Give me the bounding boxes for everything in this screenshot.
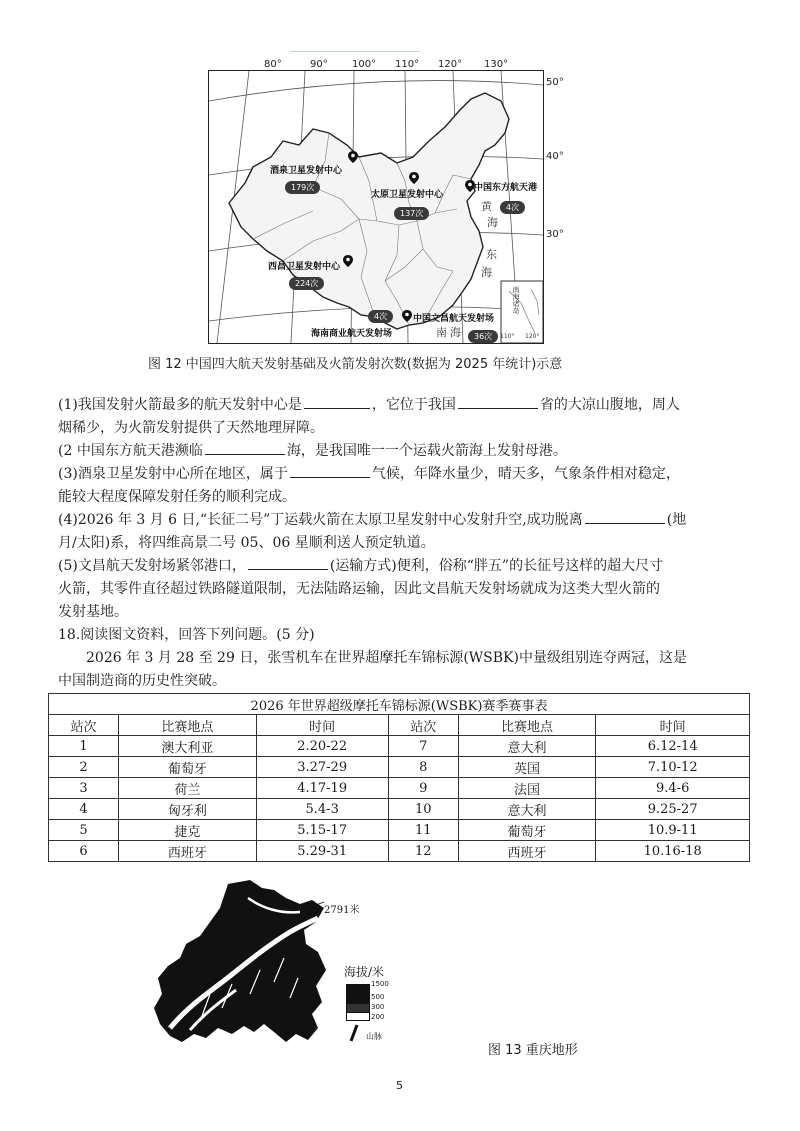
lat-label: 30° bbox=[546, 229, 564, 240]
answer-blank[interactable] bbox=[304, 393, 370, 409]
peak-elevation-label: 2791米 bbox=[324, 905, 360, 916]
mountain-label: 山脉 bbox=[366, 1032, 382, 1041]
table-cell: 捷克 bbox=[119, 820, 257, 841]
answer-blank[interactable] bbox=[458, 393, 538, 409]
table-cell: 英国 bbox=[458, 757, 596, 778]
question-2: (2 中国东方航天港濒临 海，是我国唯一一个运载火箭海上发射母港。 bbox=[58, 439, 758, 463]
table-cell: 5.4-3 bbox=[256, 799, 388, 820]
site-label-hainan-commercial: 海南商业航天发射场 bbox=[311, 329, 393, 339]
figure-12-caption: 图 12 中国四大航天发射基础及火箭发射次数(数据为 2025 年统计)示意 bbox=[148, 357, 563, 372]
table-cell: 2.20-22 bbox=[256, 736, 388, 757]
sea-label-nan: 南 bbox=[436, 326, 447, 339]
table-cell: 5.15-17 bbox=[256, 820, 388, 841]
table-cell: 8 bbox=[388, 757, 458, 778]
table-cell: 10.16-18 bbox=[596, 841, 750, 862]
legend-title: 海拔/米 bbox=[344, 965, 385, 979]
legend-value: 500 bbox=[371, 993, 385, 1001]
table-cell: 1 bbox=[49, 736, 119, 757]
table-cell: 4.17-19 bbox=[256, 778, 388, 799]
answer-blank[interactable] bbox=[290, 462, 370, 478]
table-title: 2026 年世界超级摩托车锦标源(WSBK)赛季赛事表 bbox=[49, 694, 750, 715]
wsbk-schedule-table bbox=[48, 693, 750, 862]
site-label-xichang: 西昌卫星发射中心 bbox=[268, 262, 341, 272]
chongqing-terrain-map bbox=[150, 878, 330, 1048]
lon-label: 90° bbox=[310, 59, 328, 70]
table-cell: 9.25-27 bbox=[596, 799, 750, 820]
sea-label-dong: 东 bbox=[486, 248, 497, 261]
table-cell: 法国 bbox=[458, 778, 596, 799]
mountain-range-icon bbox=[348, 1024, 360, 1042]
table-cell: 4 bbox=[49, 799, 119, 820]
header-cell: 站次 bbox=[49, 715, 119, 736]
lon-label: 110° bbox=[395, 59, 420, 70]
table-cell: 7.10-12 bbox=[596, 757, 750, 778]
location-pin-icon bbox=[348, 151, 358, 163]
table-cell: 6.12-14 bbox=[596, 736, 750, 757]
table-cell: 6 bbox=[49, 841, 119, 862]
launch-count-badge: 137次 bbox=[394, 207, 429, 220]
map-top-rule bbox=[290, 51, 420, 52]
page-number: 5 bbox=[396, 1079, 403, 1092]
header-cell: 站次 bbox=[388, 715, 458, 736]
table-cell: 7 bbox=[388, 736, 458, 757]
table-row bbox=[49, 778, 750, 799]
launch-count-badge: 4次 bbox=[368, 310, 393, 323]
answer-blank[interactable] bbox=[248, 554, 328, 570]
header-cell: 时间 bbox=[596, 715, 750, 736]
table-cell: 5.29-31 bbox=[256, 841, 388, 862]
table-cell: 2 bbox=[49, 757, 119, 778]
table-row bbox=[49, 757, 750, 778]
inset-lon-label: 110° bbox=[500, 333, 515, 340]
q18-intro-2: 中国制造商的历史性突破。 bbox=[58, 673, 226, 689]
header-cell: 时间 bbox=[256, 715, 388, 736]
table-cell: 11 bbox=[388, 820, 458, 841]
launch-count-badge: 36次 bbox=[468, 330, 498, 343]
legend-swatch-high bbox=[346, 984, 370, 1004]
legend-value: 200 bbox=[371, 1013, 385, 1021]
lon-label: 80° bbox=[264, 59, 282, 70]
table-cell: 意大利 bbox=[458, 799, 596, 820]
inset-lon-label-2: 120° bbox=[525, 333, 540, 340]
site-label-taiyuan: 太原卫星发射中心 bbox=[371, 190, 444, 200]
sea-label-dong-2: 海 bbox=[481, 266, 492, 279]
table-cell: 9 bbox=[388, 778, 458, 799]
q18-intro: 2026 年 3 月 28 至 29 日，张雪机车在世界超摩托车锦标源(WSBK)中量级组别连夺两冠，这是 bbox=[86, 650, 687, 666]
sea-label-nan-2: 海 bbox=[450, 326, 461, 339]
table-cell: 葡萄牙 bbox=[119, 757, 257, 778]
answer-blank[interactable] bbox=[585, 508, 665, 524]
table-cell: 西班牙 bbox=[119, 841, 257, 862]
question-1: (1)我国发射火箭最多的航天发射中心是 ，它位于我国 省的大凉山腹地，周人 烟稀少，为火箭发射提供了天然地理屏障。 bbox=[58, 393, 758, 440]
table-cell: 3.27-29 bbox=[256, 757, 388, 778]
table-cell: 10 bbox=[388, 799, 458, 820]
location-pin-icon bbox=[409, 172, 419, 184]
location-pin-icon bbox=[402, 310, 412, 322]
header-cell: 比赛地点 bbox=[458, 715, 596, 736]
lon-label: 120° bbox=[438, 59, 463, 70]
lat-label: 50° bbox=[546, 77, 564, 88]
legend-swatch-low bbox=[346, 1012, 370, 1021]
sea-label-huang: 黄 bbox=[481, 200, 492, 213]
table-cell: 葡萄牙 bbox=[458, 820, 596, 841]
q18-heading: 18.阅读图文资料，回答下列问题。(5 分) bbox=[58, 627, 315, 643]
table-cell: 西班牙 bbox=[458, 841, 596, 862]
table-row bbox=[49, 820, 750, 841]
table-row bbox=[49, 841, 750, 862]
table-cell: 3 bbox=[49, 778, 119, 799]
sea-label-huang-2: 海 bbox=[487, 216, 498, 229]
table-cell: 意大利 bbox=[458, 736, 596, 757]
table-cell: 9.4-6 bbox=[596, 778, 750, 799]
inset-label: 南海诸岛 bbox=[512, 286, 520, 314]
location-pin-icon bbox=[343, 255, 353, 267]
answer-blank[interactable] bbox=[205, 439, 285, 455]
launch-count-badge: 179次 bbox=[285, 181, 320, 194]
table-cell: 荷兰 bbox=[119, 778, 257, 799]
launch-count-badge: 4次 bbox=[500, 201, 525, 214]
figure-13-caption: 图 13 重庆地形 bbox=[488, 1043, 578, 1058]
legend-value: 300 bbox=[371, 1003, 385, 1011]
lon-label: 100° bbox=[352, 59, 377, 70]
question-5: (5)文昌航天发射场紧邻港口， (运输方式)便利，俗称“胖五”的长征号这样的超大尺寸 火箭，其零件直径超过铁路隧道限制，无法陆路运输，因此文昌航天发射场就成为这类大型火箭的 发射基地。 bbox=[58, 554, 758, 624]
site-label-jiuquan: 酒泉卫星发射中心 bbox=[270, 166, 343, 176]
table-cell: 5 bbox=[49, 820, 119, 841]
table-cell: 10.9-11 bbox=[596, 820, 750, 841]
china-launch-map bbox=[208, 70, 544, 344]
launch-count-badge: 224次 bbox=[289, 277, 324, 290]
table-row bbox=[49, 736, 750, 757]
table-header-row bbox=[49, 715, 750, 736]
header-cell: 比赛地点 bbox=[119, 715, 257, 736]
map-graphic bbox=[209, 71, 543, 343]
table-cell: 澳大利亚 bbox=[119, 736, 257, 757]
lon-label: 130° bbox=[484, 59, 509, 70]
question-3: (3)酒泉卫星发射中心所在地区，属于 气候，年降水量少，晴天多，气象条件相对稳定， 能较大程度保障发射任务的顺利完成。 bbox=[58, 462, 758, 509]
site-label-wenchang: 中国文昌航天发射场 bbox=[413, 314, 495, 324]
site-label-eastern-spaceport: 中国东方航天港 bbox=[474, 183, 538, 193]
table-cell: 匈牙利 bbox=[119, 799, 257, 820]
table-cell: 12 bbox=[388, 841, 458, 862]
question-4: (4)2026 年 3 月 6 日,“长征二号”丁运载火箭在太原卫星发射中心发射升空,成功脱离 (地 月/太阳)系，将四维高景二号 05、06 星顺利送人预定轨道。 bbox=[58, 508, 758, 555]
table-row bbox=[49, 799, 750, 820]
lat-label: 40° bbox=[546, 151, 564, 162]
legend-value: 1500 bbox=[371, 980, 389, 988]
